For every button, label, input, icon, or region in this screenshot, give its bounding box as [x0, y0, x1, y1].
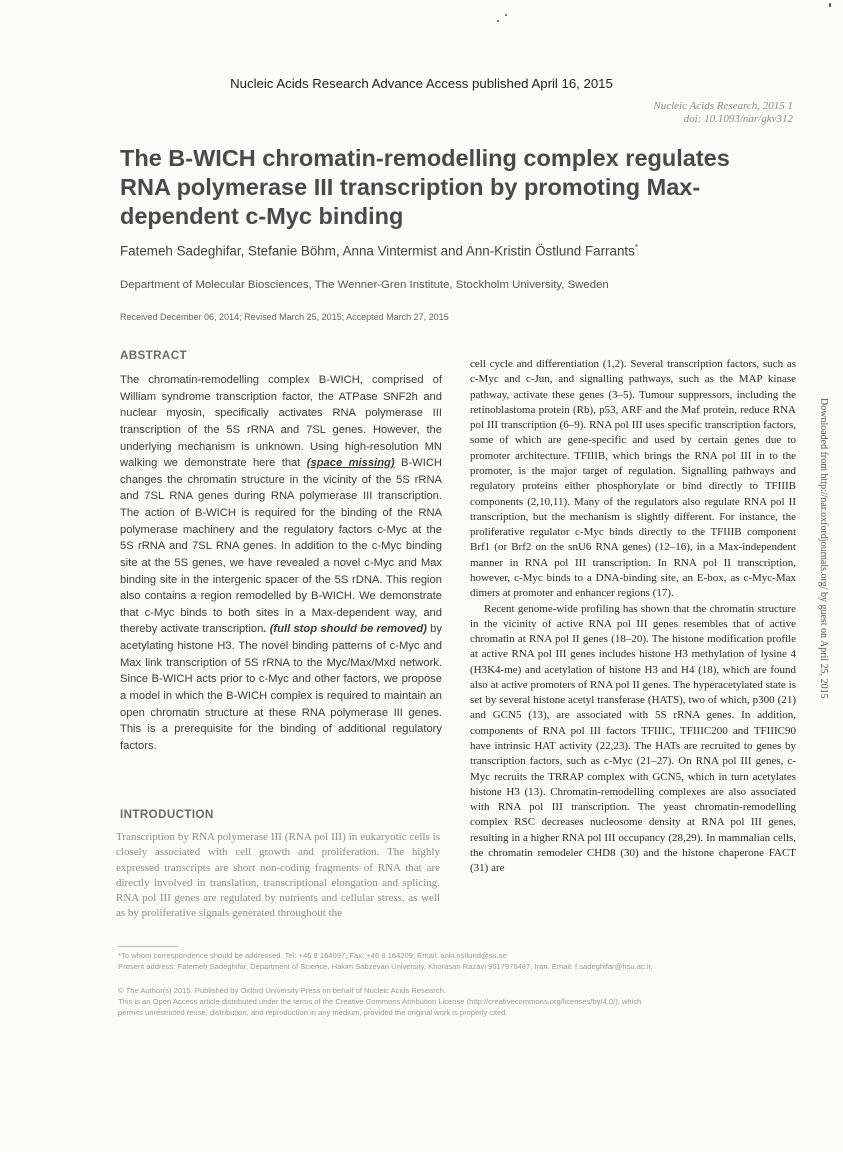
- article-title: The B-WICH chromatin-remodelling complex regulates RNA polymerase III transcription by promoting Max-dependent c-Myc binding: [120, 145, 730, 229]
- abstract-text-part: by acetylating histone H3. The novel binding patterns of c-Myc and Max link transcription of 5S rRNA to the Myc/Max/Mxd network. Since B-WICH acts prior to c-Myc and other factors, we propose a model in which the B-WICH complex is required to maintain an open chromatin structure at these RNA polymerase III genes. This is a prerequisite for the binding of additional regulatory factors.: [120, 623, 442, 752]
- journal-citation-line: Nucleic Acids Research, 2015 1: [653, 100, 793, 112]
- received-dates: Received December 06, 2014; Revised March 25, 2015; Accepted March 27, 2015: [120, 312, 449, 322]
- editor-insertion-note: . (full stop should be removed): [263, 623, 427, 636]
- journal-citation: [653, 100, 793, 126]
- copyright-line: © The Author(s) 2015. Published by Oxford University Press on behalf of Nucleic Acids Research.: [118, 986, 446, 995]
- abstract-text: [120, 372, 442, 754]
- body-paragraph: cell cycle and differentiation (1,2). Several transcription factors, such as c-Myc and c-Jun, and signalling pathways, such as the MAP kinase pathway, activate these genes (3–5). Tumour suppressors, including the retinoblastoma protein (Rb), p53, ARF and the Maf protein, reduce RNA pol III transcription (6–9). RNA pol III uses specific transcription factors, some of which are gene-specific and used by certain genes due to promoter architecture. TFIIIB, which brings the RNA pol III in to the promoter, is the major target of regulation. Signalling pathways and regulatory proteins either phosphorylate or bind directly to TFIIIB components (2,10,11). Many of the regulators also regulate RNA pol II transcription, but the mechanism is slightly different. For instance, the proliferative regulator c-Myc binds directly to the TFIIIB component Brf1 (or Brf2 on the snU6 RNA genes) (12–16), in a Max-independent manner in RNA pol III transcription. In RNA pol II transcription, however, c-Myc binds to a DNA-binding site, an E-box, as c-Myc-Max dimers at promoter and enhancer regions (17).: [470, 358, 796, 600]
- introduction-heading: INTRODUCTION: [120, 808, 214, 821]
- correspondence-footnote: *To whom correspondence should be addressed. Tel: +46 8 164097; Fax: +46 8 164209; Email: anki.ostlund@su.se: [118, 951, 507, 960]
- corresponding-author-mark: *: [634, 243, 638, 252]
- author-list: [120, 243, 800, 258]
- download-watermark: Downloaded from http://nar.oxfordjournals.org/ by guest on April 25, 2015: [818, 398, 829, 699]
- abstract-text-part: B-WICH changes the chromatin structure in the vicinity of the 5S rRNA and 7SL RNA genes during RNA polymerase III transcription. The action of B-WICH is required for the binding of the RNA polymerase machinery and the regulatory factors c-Myc at the 5S rRNA and 7SL RNA genes. In addition to the c-Myc binding site at the 5S genes, we have revealed a novel c-Myc and Max binding site in the intergenic spacer of the 5S rDNA. This region also contains a region remodelled by B-WICH. We demonstrate that c-Myc binds to both sites in a Max-dependent way, and thereby activate transcription: [120, 457, 443, 636]
- journal-advance-access-header: Nucleic Acids Research Advance Access published April 16, 2015: [230, 76, 613, 91]
- author-names: Fatemeh Sadeghifar, Stefanie Böhm, Anna Vintermist and Ann-Kristin Östlund Farrants: [120, 243, 635, 259]
- editor-insertion-note: (space missing): [306, 457, 395, 470]
- footnote-divider: [118, 946, 178, 947]
- present-address-footnote: Present address: Fatemeh Sadeghifar, Department of Science, Hakim Sabzevari University, Khorasan Razavi 9617976487, Iran. Email: f.sadeghifar@hsu.ac.ir.: [118, 962, 653, 971]
- abstract-heading: ABSTRACT: [120, 349, 187, 362]
- body-paragraph: Recent genome-wide profiling has shown that the chromatin structure in the vicinity of active RNA pol III genes resembles that of active chromatin at RNA pol II genes (18–20). The histone modification profile at active RNA pol III genes includes histone H3 methylation of lysine 4 (H3K4-me) and acetylation of histone H3 and H4 (18), which are found also at active promoters of RNA pol II genes. The hyperacetylated state is set by several histone acetyl transferase (HATS), two of which, p300 (21) and GCN5 (13), are associated with 5S rRNA genes. In addition, components of RNA pol III factors TFIIIC, TFIIIC200 and TFIIIC90 have intrinsic HAT activity (22,23). The HATs are recruited to genes by transcription factors, such as c-Myc (21–27). On RNA pol III genes, c-Myc recruits the TRRAP complex with GCN5, which in turn acetylates histone H3 (13). Chromatin-remodelling complexes are also associated with RNA pol III transcription. The yeast chromatin-remodelling complex RSC decreases nucleosome density at RNA pol III genes, resulting in a higher RNA pol III occupancy (28,29). In mammalian cells, the chromatin remodeler CHD8 (30) and the histone chaperone FACT (31) are: [470, 602, 796, 875]
- affiliation: Department of Molecular Biosciences, The Wenner-Gren Institute, Stockholm University, Sweden: [120, 279, 609, 291]
- footnotes: [118, 950, 808, 1018]
- introduction-text: Transcription by RNA polymerase III (RNA pol III) in eukaryotic cells is closely associated with cell growth and proliferation. The highly expressed transcripts are short non-coding fragments of RNA that are directly involved in translation, transcriptional elongation and splicing. RNA pol III genes are regulated by nutrients and cellular stress, as well as by proliferative signals generated throughout the: [116, 831, 440, 920]
- right-column-body: [470, 357, 796, 877]
- license-line: permits unrestricted reuse, distribution, and reproduction in any medium, provided the original work is properly cited.: [118, 1008, 508, 1017]
- doi-line: doi: 10.1093/nar/gkv312: [683, 113, 793, 125]
- license-line: This is an Open Access article distributed under the terms of the Creative Commons Attribution License (http://creativecommons.org/licenses/by/4.0/), which: [118, 997, 642, 1006]
- abstract-text-part: The chromatin-remodelling complex B-WICH, comprised of William syndrome transcription factor, the ATPase SNF2h and nuclear myosin, specifically activates RNA polymerase III transcription of the 5S rRNA and 7SL genes. However, the underlying mechanism is unknown. Using high-resolution MN walking we demonstrate here that: [120, 374, 442, 470]
